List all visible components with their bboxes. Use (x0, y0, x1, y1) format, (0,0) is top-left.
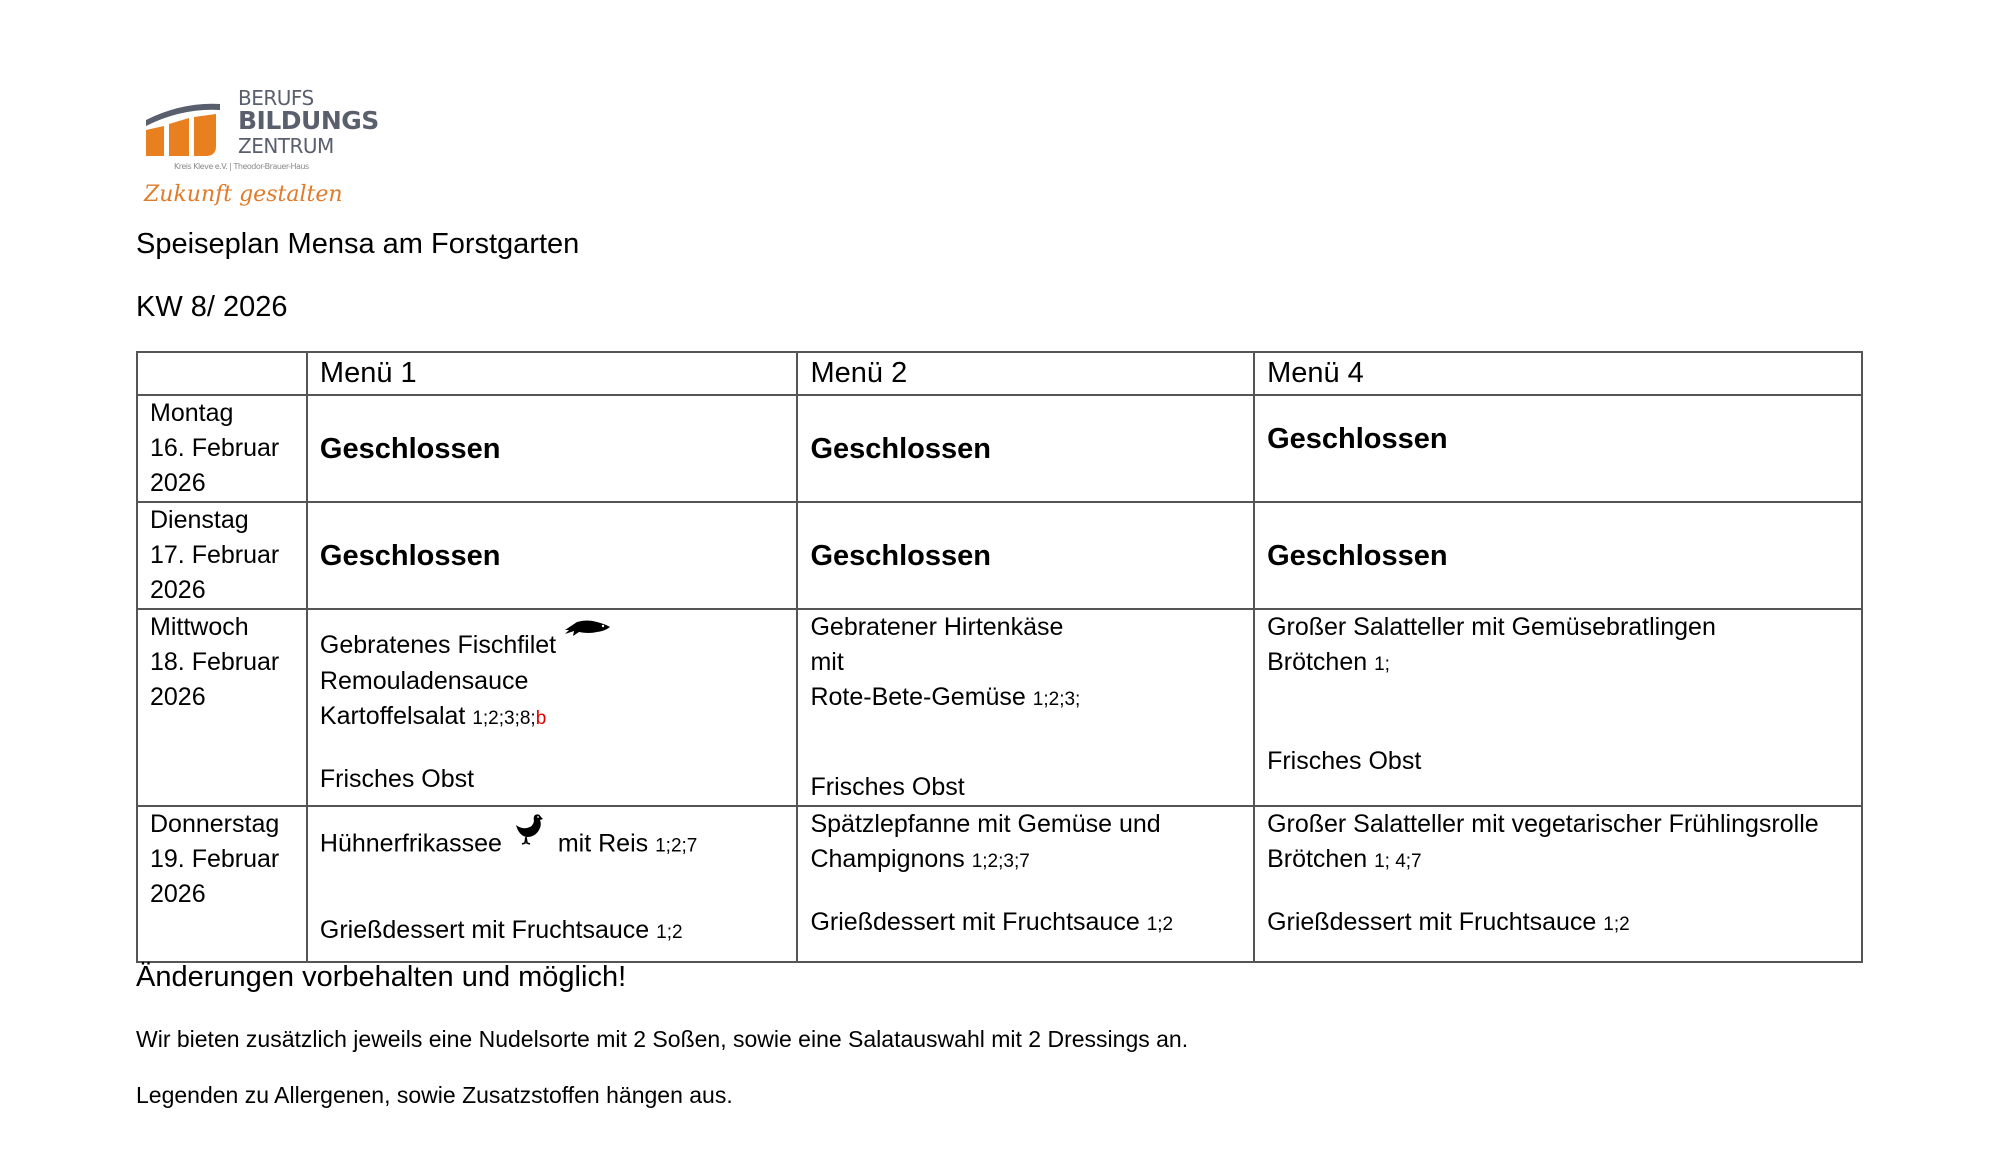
table-header-row (137, 352, 1862, 395)
dish-line (320, 807, 785, 867)
day-name: Montag (150, 399, 234, 427)
dish-name: Brötchen (1267, 648, 1368, 676)
menu-4-cell (1254, 806, 1862, 962)
header-cell-empty (137, 352, 307, 395)
dessert-name: Grießdessert mit Fruchtsauce (1267, 908, 1597, 936)
header-menu-4: Menü 4 (1254, 352, 1862, 395)
logo-tagline: Zukunft gestalten (144, 182, 343, 207)
table-row (137, 395, 1862, 502)
closed-label: Geschlossen (319, 433, 501, 465)
week-label: KW 8/ 2026 (136, 291, 288, 323)
closed-label: Geschlossen (1267, 540, 1448, 572)
menu-1-cell (307, 395, 798, 502)
logo-subline: Kreis Kleve e.V. | Theodor-Brauer-Haus (174, 162, 309, 171)
day-year: 2026 (150, 880, 206, 908)
menu-1-cell (307, 609, 798, 806)
day-name: Dienstag (150, 506, 249, 534)
dish-name: Rote-Bete-Gemüse (810, 683, 1026, 711)
dish-line (1267, 842, 1849, 879)
dish-line (1267, 645, 1849, 682)
dish-line (810, 842, 1241, 879)
menu-4-cell (1254, 502, 1862, 609)
day-date: 19. Februar (150, 845, 280, 873)
allergen-legend-note: Legenden zu Allergenen, sowie Zusatzstoffen hängen aus. (136, 1082, 733, 1108)
dessert-line: Frisches Obst (810, 773, 965, 801)
allergen-codes: 1;2;7 (655, 835, 698, 857)
day-date: 17. Februar (150, 541, 280, 569)
day-name: Donnerstag (150, 810, 280, 838)
allergen-code-highlight: b (535, 707, 547, 729)
dish-line: Spätzlepfanne mit Gemüse und (810, 810, 1161, 838)
dessert-name: Grießdessert mit Fruchtsauce (810, 908, 1140, 936)
menu-2-cell (797, 806, 1254, 962)
table-row (137, 502, 1862, 609)
allergen-codes: 1;2 (656, 922, 683, 943)
day-date: 16. Februar (150, 434, 280, 462)
dish-line: Remouladensauce (319, 666, 529, 695)
menu-1-cell (307, 502, 798, 609)
allergen-codes: 1;2;3; (1032, 689, 1081, 710)
allergen-codes: 1; 4;7 (1374, 851, 1422, 872)
closed-label: Geschlossen (810, 433, 991, 465)
fish-icon (563, 613, 611, 648)
logo-mark-icon (142, 98, 242, 168)
dish-name: Champignons (810, 845, 965, 873)
dessert-line (1267, 905, 1849, 942)
closed-label: Geschlossen (1267, 423, 1448, 455)
menu-4-cell (1254, 395, 1862, 502)
dish-name: Kartoffelsalat (319, 701, 466, 730)
day-cell (137, 806, 307, 962)
dish-name: Gebratenes Fischfilet (319, 631, 557, 659)
dish-line: mit (810, 648, 844, 676)
dessert-name: Grießdessert mit Fruchtsauce (319, 916, 650, 944)
changes-note: Änderungen vorbehalten und möglich! (136, 961, 627, 993)
day-year: 2026 (150, 683, 206, 711)
dish-line (320, 699, 785, 736)
dish-line (810, 680, 1241, 717)
menu-2-cell (797, 502, 1254, 609)
header-menu-1: Menü 1 (307, 352, 798, 395)
header-menu-2: Menü 2 (797, 352, 1254, 395)
dish-line (320, 610, 785, 664)
dish-line: Gebratener Hirtenkäse (810, 613, 1064, 641)
allergen-codes: 1;2 (1146, 914, 1174, 935)
allergen-codes: 1;2;3;7 (971, 851, 1030, 872)
day-cell (137, 609, 307, 806)
allergen-codes: 1;2 (1603, 914, 1630, 935)
logo-line-3: ZENTRUM (238, 134, 334, 158)
day-year: 2026 (150, 469, 206, 497)
chicken-icon (515, 813, 545, 857)
dessert-line (810, 905, 1241, 942)
dish-name: mit Reis (557, 829, 649, 858)
dish-name: Hühnerfrikassee (319, 829, 502, 858)
closed-label: Geschlossen (319, 540, 501, 572)
dessert-line: Frisches Obst (1267, 747, 1422, 775)
day-year: 2026 (150, 576, 206, 604)
menu-1-cell (307, 806, 798, 962)
menu-2-cell (797, 609, 1254, 806)
menu-table (136, 351, 1863, 963)
day-name: Mittwoch (150, 613, 249, 641)
allergen-codes: 1;2;3;8; (472, 707, 536, 729)
page-title: Speiseplan Mensa am Forstgarten (136, 228, 580, 260)
dish-name: Brötchen (1267, 845, 1368, 873)
logo (140, 86, 380, 216)
day-date: 18. Februar (150, 648, 280, 676)
extra-offer-note: Wir bieten zusätzlich jeweils eine Nudelsorte mit 2 Soßen, sowie eine Salatauswahl mit 2 Dressings an. (136, 1026, 1189, 1052)
menu-2-cell (797, 395, 1254, 502)
dish-line: Großer Salatteller mit vegetarischer Frühlingsrolle (1267, 810, 1819, 838)
table-row (137, 609, 1862, 806)
dish-line: Großer Salatteller mit Gemüsebratlingen (1267, 613, 1716, 641)
day-cell (137, 395, 307, 502)
dessert-line (320, 913, 785, 950)
logo-line-2: BILDUNGS (238, 106, 379, 135)
closed-label: Geschlossen (810, 540, 991, 572)
logo-line-1: BERUFS (238, 86, 314, 110)
dessert-line: Frisches Obst (319, 764, 475, 793)
day-cell (137, 502, 307, 609)
allergen-codes: 1; (1374, 654, 1390, 675)
menu-4-cell (1254, 609, 1862, 806)
table-row (137, 806, 1862, 962)
